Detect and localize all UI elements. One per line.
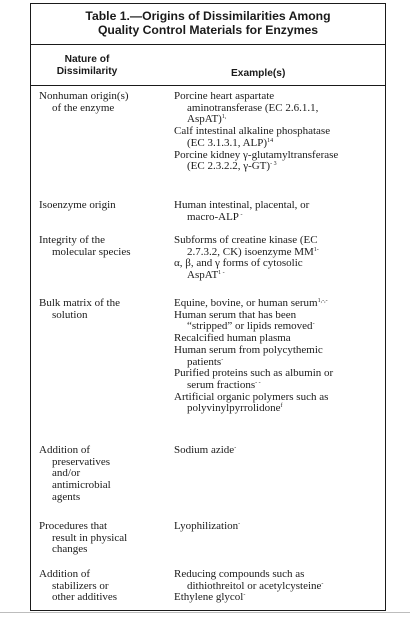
example-text: Artificial organic polymers such as (174, 390, 329, 403)
nature-line: of the enzyme (52, 101, 115, 114)
example-text: Porcine heart aspartate (174, 90, 275, 102)
example-cell (174, 298, 333, 415)
reference-superscript: - 3 (270, 161, 277, 168)
example-text: Reducing compounds such as (174, 568, 305, 580)
table-frame (30, 3, 386, 611)
example-text: Human serum that has been (174, 308, 297, 321)
example-line (174, 161, 338, 173)
example-text: Ethylene glycol (174, 591, 244, 604)
example-line (174, 403, 333, 415)
nature-cell (39, 521, 127, 556)
reference-superscript: - (238, 521, 241, 527)
example-text: “stripped” or lipids removed (187, 320, 313, 333)
reference-superscript: - - (255, 379, 261, 386)
nature-line: stabilizers or (52, 579, 109, 592)
nature-line: Bulk matrix of the (39, 297, 120, 309)
example-cell (174, 445, 236, 457)
example-text: (EC 3.1.3.1, ALP) (187, 136, 268, 149)
example-text: Subforms of creatine kinase (EC (174, 234, 318, 246)
nature-cell (39, 91, 129, 114)
example-text: Sodium azide (174, 444, 235, 456)
reference-superscript: f (280, 403, 283, 410)
nature-cell (39, 445, 111, 504)
nature-line: and/or (52, 467, 81, 480)
table-title-line-1: Table 1.—Origins of Dissimilarities Among (85, 9, 331, 23)
example-cell (174, 91, 338, 173)
page-bottom-rule (0, 612, 410, 613)
example-text: polyvinylpyrrolidone (187, 402, 281, 415)
example-text: aminotransferase (EC 2.6.1.1, (187, 101, 319, 114)
reference-superscript: - (321, 580, 324, 587)
reference-superscript: 1,-,- (317, 298, 328, 304)
nature-cell (39, 200, 116, 212)
nature-line: solution (52, 308, 88, 321)
reference-superscript: - (238, 211, 243, 218)
nature-line: result in physical (52, 531, 128, 544)
nature-line: Addition of (39, 568, 91, 580)
nature-line: molecular species (52, 245, 131, 258)
example-text: Human intestinal, placental, or (174, 199, 310, 211)
reference-superscript: - (312, 321, 315, 328)
nature-line: Procedures that (39, 520, 108, 532)
example-text: Lyophilization (174, 520, 239, 532)
nature-line: agents (52, 490, 81, 503)
reference-superscript: - (243, 592, 246, 599)
nature-cell (39, 235, 131, 258)
nature-line: changes (52, 543, 88, 556)
column-header-nature: Nature of Dissimilarity (56, 54, 118, 77)
example-line (174, 592, 323, 604)
example-text: AspAT) (187, 113, 222, 126)
example-text: serum fractions (187, 378, 256, 391)
example-line (174, 212, 309, 224)
nature-line: antimicrobial (52, 479, 111, 492)
nature-cell (39, 298, 120, 321)
example-text: AspAT (187, 269, 219, 282)
table-title-line-2: Quality Control Materials for Enzymes (97, 23, 319, 37)
example-cell (174, 235, 319, 282)
nature-line: other additives (52, 591, 118, 604)
example-text: 2.7.3.2, CK) isoenzyme MM (187, 245, 314, 258)
example-line (174, 445, 236, 457)
example-line (174, 521, 240, 533)
example-text: Recalcified human plasma (174, 332, 291, 345)
example-text: Equine, bovine, or human serum (174, 297, 318, 309)
nature-line: Addition of (39, 444, 91, 456)
example-text: Purified proteins such as albumin or (174, 367, 334, 380)
example-text: dithiothreitol or acetylcysteine (187, 579, 322, 592)
example-cell (174, 521, 240, 533)
nature-line: Nonhuman origin(s) (39, 90, 129, 102)
reference-superscript: 1 - (218, 270, 225, 277)
reference-superscript: 1- (313, 246, 319, 253)
example-text: patients (187, 355, 222, 368)
reference-superscript: 14 (267, 137, 274, 144)
example-text: (EC 2.3.2.2, γ-GT) (187, 160, 271, 173)
example-text: Human serum from polycythemic (174, 343, 323, 356)
nature-line: Isoenzyme origin (39, 199, 116, 211)
example-text: macro-ALP (187, 210, 239, 223)
title-rule (31, 44, 385, 45)
table-title (31, 4, 385, 37)
header-rule (31, 85, 385, 86)
example-cell (174, 569, 323, 604)
nature-line: Integrity of the (39, 234, 105, 246)
reference-superscript: - (234, 445, 237, 451)
reference-superscript: - (221, 356, 224, 363)
column-header-examples: Example(s) (231, 68, 286, 79)
nature-line: preservatives (52, 455, 111, 468)
example-line (174, 270, 319, 282)
example-text: α, β, and γ forms of cytosolic (174, 257, 303, 270)
example-text: Calf intestinal alkaline phosphatase (174, 125, 331, 138)
example-cell (174, 200, 309, 223)
nature-cell (39, 569, 117, 604)
reference-superscript: 1, (221, 114, 227, 121)
example-text: Porcine kidney γ-glutamyltransferase (174, 148, 339, 161)
